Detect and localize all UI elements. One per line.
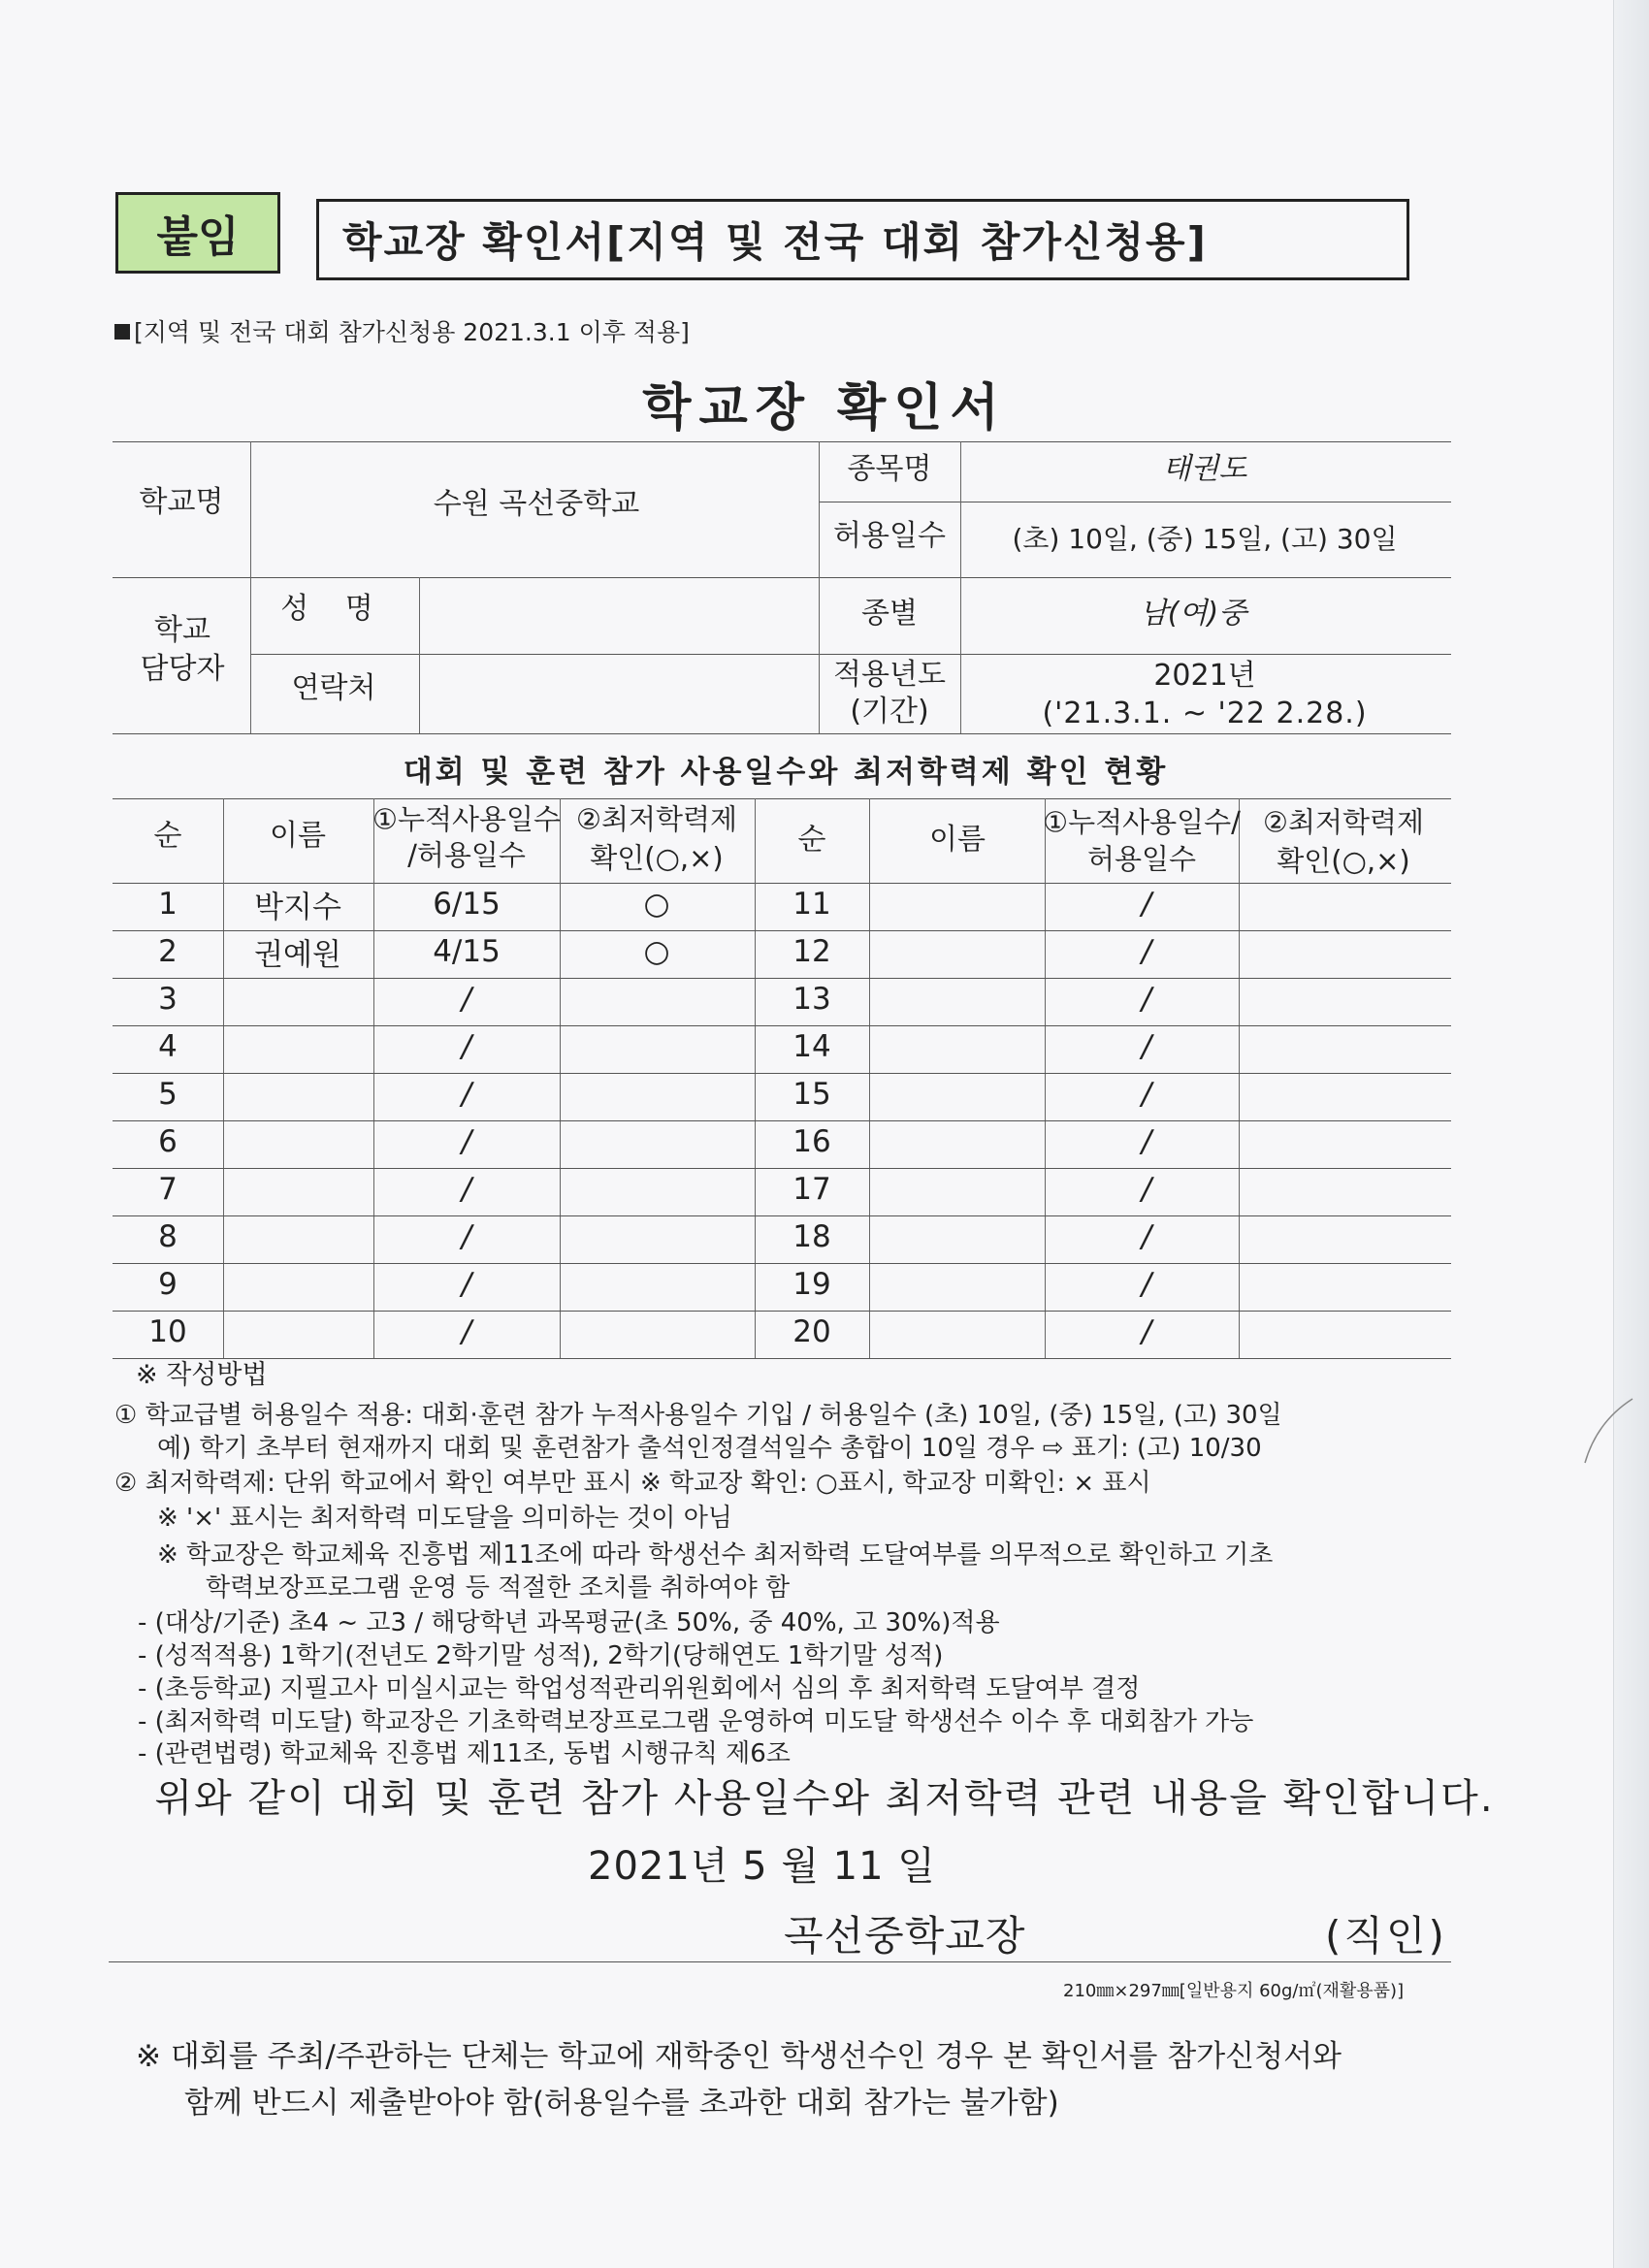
cell-days: / — [461, 1124, 472, 1159]
cell-no: 12 — [792, 934, 831, 969]
cell-no: 8 — [158, 1219, 178, 1254]
sport-value: 태권도 — [1162, 452, 1247, 486]
instruction-line: ※ 학교장은 학교체육 진흥법 제11조에 따라 학생선수 최저학력 도달여부를 의무적으로 확인하고 기초 — [157, 1540, 1274, 1570]
instruction-line: ② 최저학력제: 단위 학교에서 확인 여부만 표시 ※ 학교장 확인: ○표시, 학교장 미확인: × 표시 — [114, 1469, 1151, 1498]
cell-days: / — [461, 1077, 472, 1112]
col-header-days-line2: /허용일수 — [407, 838, 526, 872]
applicability-note — [114, 313, 690, 348]
row-divider — [113, 978, 1451, 979]
col-header-min-line1: ②최저학력제 — [575, 802, 738, 836]
cell-days: / — [1141, 1029, 1152, 1064]
instruction-line: 학력보장프로그램 운영 등 적절한 조치를 취하여야 함 — [206, 1573, 791, 1603]
principal-title: 곡선중학교장 — [784, 1912, 1026, 1960]
row-divider — [113, 1311, 1451, 1312]
instruction-line: - (관련법령) 학교체육 진흥법 제11조, 동법 시행규칙 제6조 — [138, 1739, 791, 1768]
cell-no: 19 — [792, 1267, 831, 1302]
cell-no: 11 — [792, 887, 831, 922]
info-line — [113, 733, 1451, 734]
cell-no: 18 — [792, 1219, 831, 1254]
instruction-line: - (대상/기준) 초4 ~ 고3 / 해당학년 과목평균(초 50%, 중 40%, 고 30%)적용 — [138, 1608, 1000, 1637]
cell-no: 5 — [158, 1077, 178, 1112]
document-header-title: 학교장 확인서[지역 및 전국 대회 참가신청용] — [316, 199, 1409, 280]
issue-date: 2021년 5 월 11 일 — [588, 1844, 936, 1889]
signature-divider — [109, 1961, 1451, 1962]
manager-label-line1: 학교 — [154, 613, 210, 647]
cell-days: / — [461, 1029, 472, 1064]
year-label-line2: (기간) — [850, 695, 929, 729]
school-value: 수원 곡선중학교 — [433, 487, 640, 521]
cell-no: 9 — [158, 1267, 178, 1302]
col-header-name-right: 이름 — [929, 823, 986, 857]
cell-days: / — [1141, 1267, 1152, 1302]
year-label-line1: 적용년도 — [833, 658, 946, 692]
square-bullet-icon — [114, 324, 130, 340]
col-header-days-right-line2: 허용일수 — [1086, 842, 1197, 876]
col-header-no: 순 — [153, 819, 182, 853]
cell-days: / — [461, 1267, 472, 1302]
row-divider — [113, 1263, 1451, 1264]
cell-no: 3 — [158, 982, 178, 1017]
instruction-line: - (성적적용) 1학기(전년도 2학기말 성적), 2학기(당해연도 1학기말 성적) — [138, 1641, 944, 1670]
instruction-line: ※ 작성방법 — [136, 1360, 268, 1390]
gender-label: 종별 — [861, 597, 918, 631]
info-line — [113, 577, 1451, 578]
cell-no: 7 — [158, 1172, 178, 1207]
instruction-line: 예) 학기 초부터 현재까지 대회 및 훈련참가 출석인정결석일수 총합이 10일 경우 ⇨ 표기: (고) 10/30 — [157, 1434, 1262, 1463]
page-title: 학교장 확인서 — [642, 379, 1007, 437]
status-vline — [869, 798, 870, 1358]
cell-days: / — [1141, 1124, 1152, 1159]
col-header-name: 이름 — [270, 819, 326, 853]
status-vline — [373, 798, 374, 1358]
official-seal-label: (직인) — [1325, 1912, 1447, 1960]
status-section-title: 대회 및 훈련 참가 사용일수와 최저학력제 확인 현황 — [403, 755, 1169, 790]
cell-no: 2 — [158, 934, 178, 969]
cell-days: / — [461, 1314, 472, 1349]
scan-mark — [1579, 1397, 1637, 1465]
cell-name: 박지수 — [254, 890, 341, 925]
status-vline — [755, 798, 756, 1358]
status-vline — [223, 798, 224, 1358]
instruction-line: - (초등학교) 지필고사 미실시교는 학업성적관리위원회에서 심의 후 최저학력 도달여부 결정 — [138, 1674, 1141, 1703]
status-vline — [1239, 798, 1240, 1358]
cell-days: 6/15 — [433, 887, 501, 922]
cell-days: / — [461, 1219, 472, 1254]
info-line — [250, 654, 1451, 655]
applicability-note-text: [지역 및 전국 대회 참가신청용 2021.3.1 이후 적용] — [134, 318, 690, 346]
name-label: 성 명 — [280, 592, 387, 626]
manager-label-line2: 담당자 — [140, 652, 225, 686]
status-vline — [560, 798, 561, 1358]
paper-spec: 210㎜×297㎜[일반용지 60g/㎡(재활용품)] — [1063, 1981, 1405, 2001]
allowed-days-label: 허용일수 — [833, 519, 946, 553]
info-vline — [419, 577, 420, 733]
row-divider — [113, 1358, 1451, 1359]
cell-days: / — [1141, 1314, 1152, 1349]
sport-label: 종목명 — [847, 452, 932, 486]
cell-days: / — [1141, 887, 1152, 922]
cell-days: / — [1141, 982, 1152, 1017]
cell-min: ○ — [643, 887, 670, 922]
footer-note-line2: 함께 반드시 제출받아야 함(허용일수를 초과한 대회 참가는 불가함) — [184, 2086, 1059, 2121]
cell-no: 20 — [792, 1314, 831, 1349]
col-header-days-right-line1: ①누적사용일수/ — [1043, 805, 1241, 839]
cell-days: / — [1141, 1219, 1152, 1254]
info-top-line — [113, 441, 1451, 442]
cell-no: 6 — [158, 1124, 178, 1159]
cell-no: 10 — [148, 1314, 187, 1349]
col-header-no-right: 순 — [797, 823, 826, 857]
contact-label: 연락처 — [291, 671, 376, 705]
cell-no: 14 — [792, 1029, 831, 1064]
cell-days: / — [461, 1172, 472, 1207]
attachment-tag: 붙임 — [115, 192, 280, 274]
status-vline — [1045, 798, 1046, 1358]
row-divider — [113, 1215, 1451, 1216]
cell-no: 17 — [792, 1172, 831, 1207]
cell-no: 1 — [158, 887, 178, 922]
cell-min: ○ — [643, 934, 670, 969]
row-divider — [113, 1025, 1451, 1026]
cell-days: / — [1141, 1172, 1152, 1207]
cell-days: / — [461, 982, 472, 1017]
cell-no: 4 — [158, 1029, 178, 1064]
year-value-line2: ('21.3.1. ~ '22 2.28.) — [1042, 697, 1368, 730]
col-header-min-line2: 확인(○,×) — [590, 841, 724, 875]
scan-edge — [1613, 0, 1649, 2268]
row-divider — [113, 1120, 1451, 1121]
cell-no: 16 — [792, 1124, 831, 1159]
gender-value: 남(여)중 — [1139, 597, 1247, 631]
year-value-line1: 2021년 — [1153, 659, 1256, 693]
col-header-min-right-line2: 확인(○,×) — [1277, 844, 1410, 878]
status-table-top — [113, 798, 1451, 799]
row-divider — [113, 1073, 1451, 1074]
instruction-line: ※ '×' 표시는 최저학력 미도달을 의미하는 것이 아님 — [157, 1504, 732, 1533]
instruction-line: - (최저학력 미도달) 학교장은 기초학력보장프로그램 운영하여 미도달 학생선수 이수 후 대회참가 가능 — [138, 1707, 1254, 1736]
confirmation-statement: 위와 같이 대회 및 훈련 참가 사용일수와 최저학력 관련 내용을 확인합니다. — [154, 1776, 1495, 1821]
info-vline — [250, 441, 251, 733]
col-header-min-right-line1: ②최저학력제 — [1262, 805, 1425, 839]
cell-days: / — [1141, 1077, 1152, 1112]
cell-name: 권예원 — [254, 937, 341, 973]
info-vline — [960, 441, 961, 733]
cell-no: 13 — [792, 982, 831, 1017]
row-divider — [113, 1168, 1451, 1169]
col-header-days-line1: ①누적사용일수 — [372, 802, 562, 836]
cell-no: 15 — [792, 1077, 831, 1112]
cell-days: / — [1141, 934, 1152, 969]
cell-days: 4/15 — [433, 934, 501, 969]
instruction-line: ① 학교급별 허용일수 적용: 대회·훈련 참가 누적사용일수 기입 / 허용일수 (초) 10일, (중) 15일, (고) 30일 — [114, 1401, 1282, 1430]
allowed-days-value: (초) 10일, (중) 15일, (고) 30일 — [1012, 523, 1398, 556]
footer-note-line1: ※ 대회를 주최/주관하는 단체는 학교에 재학중인 학생선수인 경우 본 확인서를 참가신청서와 — [136, 2039, 1342, 2074]
info-vline — [819, 441, 820, 733]
school-label: 학교명 — [139, 485, 224, 519]
